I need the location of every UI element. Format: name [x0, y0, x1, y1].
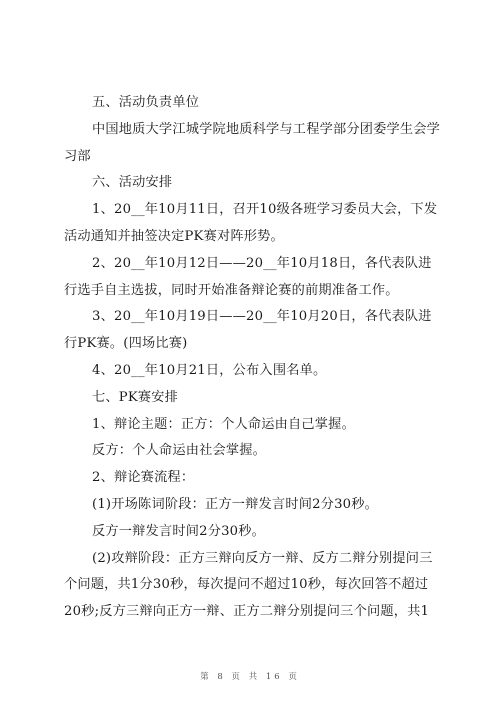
text-line: 反方一辩发言时间2分30秒。: [92, 523, 266, 539]
page-number-label: 第 8 页 共 16 页: [200, 672, 300, 682]
text-line: 个问题，共1分30秒，每次提问不超过10秒，每次回答不超过: [64, 577, 429, 593]
text-line: (2)攻辩阶段：正方三辩向反方一辩、反方二辩分别提问三: [92, 550, 433, 566]
text-line: 中国地质大学江城学院地质科学与工程学部分团委学生会学: [92, 121, 441, 137]
document-body: [64, 90, 441, 626]
text-line: 行选手自主选拔，同时开始准备辩论赛的前期准备工作。: [64, 282, 399, 298]
text-line: 六、活动安排: [92, 175, 173, 191]
text-line: 习部: [64, 148, 91, 164]
text-line: (1)开场陈词阶段：正方一辩发言时间2分30秒。: [92, 496, 379, 512]
text-line: 反方：个人命运由社会掌握。: [92, 443, 267, 459]
text-line: 2、辩论赛流程：: [92, 470, 195, 486]
text-line: 2、20__年10月12日——20__年10月18日，各代表队进: [92, 255, 432, 271]
text-line: 4、20__年10月21日，公布入围名单。: [92, 362, 327, 378]
page-footer: [0, 670, 500, 682]
text-line: 3、20__年10月19日——20__年10月20日，各代表队进: [92, 309, 432, 325]
text-line: 五、活动负责单位: [92, 95, 200, 110]
text-line: 1、辩论主题：正方：个人命运由自己掌握。: [92, 416, 355, 432]
text-line: 活动通知并抽签决定PK赛对阵形势。: [64, 228, 284, 244]
text-line: 20秒;反方三辩向正方一辩、正方二辩分别提问三个问题，共1: [64, 604, 430, 620]
text-line: 行PK赛。(四场比赛): [64, 336, 188, 352]
text-line: 七、PK赛安排: [92, 389, 179, 405]
text-line: 1、20__年10月11日，召开10级各班学习委员大会，下发: [92, 202, 438, 218]
